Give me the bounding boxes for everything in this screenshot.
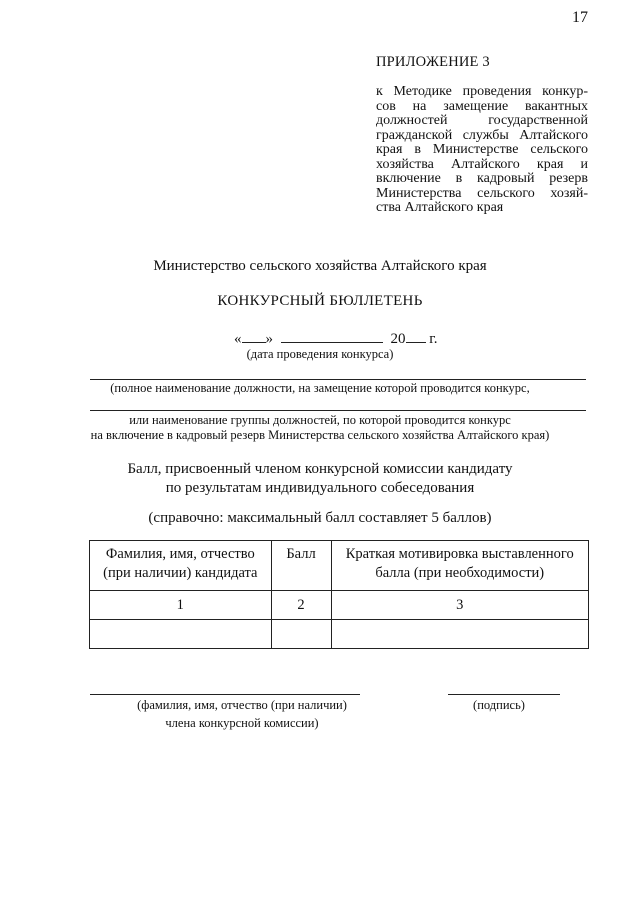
column-number: 1	[90, 591, 272, 620]
date-open-quote: «	[234, 331, 242, 347]
year-blank[interactable]	[406, 328, 426, 343]
table-header-row	[90, 541, 589, 591]
appendix-line: края в Министерстве сельского	[376, 142, 588, 157]
signature-caption: (подпись)	[473, 698, 525, 712]
appendix-line: ства Алтайского края	[376, 200, 504, 215]
motivation-cell[interactable]	[331, 620, 589, 649]
reference-note: (справочно: максимальный балл составляет 5 баллов)	[148, 510, 492, 526]
year-prefix: 20	[390, 331, 406, 347]
candidate-name-cell[interactable]	[90, 620, 272, 649]
appendix-line: Министерства сельского хозяй-	[376, 185, 588, 201]
date-close-quote: »	[265, 331, 273, 347]
day-blank[interactable]	[242, 328, 266, 343]
appendix-title: ПРИЛОЖЕНИЕ 3	[376, 54, 490, 70]
column-number: 2	[271, 591, 331, 620]
column-number: 3	[331, 591, 589, 620]
month-blank[interactable]	[281, 328, 383, 343]
document-title: КОНКУРСНЫЙ БЮЛЛЕТЕНЬ	[217, 293, 423, 309]
table-number-row	[90, 591, 589, 620]
appendix-line: хозяйства Алтайского края и	[376, 156, 588, 172]
group-caption-line2: на включение в кадровый резерв Министерства сельского хозяйства Алтайского края)	[90, 428, 550, 442]
appendix-block	[376, 54, 588, 216]
date-line	[234, 328, 437, 348]
ministry-name: Министерство сельского хозяйства Алтайского края	[153, 258, 487, 274]
group-caption-line1: или наименование группы должностей, по которой проводится конкурс	[129, 413, 511, 427]
appendix-line: к Методике проведения конкур-	[376, 84, 588, 99]
header-score: Балл	[271, 541, 331, 591]
appendix-line: сов на замещение вакантных	[376, 98, 588, 114]
member-name-line[interactable]	[90, 694, 360, 695]
group-line[interactable]	[90, 410, 586, 411]
member-name-caption: (фамилия, имя, отчество (при наличии) члена конкурсной комиссии)	[137, 698, 347, 730]
signature-line[interactable]	[448, 694, 560, 695]
date-caption: (дата проведения конкурса)	[246, 347, 394, 361]
appendix-line: гражданской службы Алтайского	[376, 127, 588, 143]
year-suffix: г.	[429, 331, 438, 347]
position-line[interactable]	[90, 379, 586, 380]
score-table	[89, 540, 589, 649]
header-candidate-name: Фамилия, имя, отчество (при наличии) кандидата	[90, 541, 272, 591]
score-heading	[0, 460, 640, 498]
position-caption: (полное наименование должности, на замещение которой проводится конкурс,	[110, 381, 530, 395]
page-number: 17	[572, 9, 588, 26]
table-row	[90, 620, 589, 649]
appendix-line: включение в кадровый резерв	[376, 171, 588, 186]
header-motivation: Краткая мотивировка выставленного балла (при необходимости)	[331, 541, 589, 591]
score-cell[interactable]	[271, 620, 331, 649]
appendix-line: должностей государственной	[376, 113, 588, 128]
score-heading-line1: Балл, присвоенный членом конкурсной комиссии кандидату	[127, 461, 513, 477]
score-heading-line2: по результатам индивидуального собеседования	[165, 480, 475, 496]
